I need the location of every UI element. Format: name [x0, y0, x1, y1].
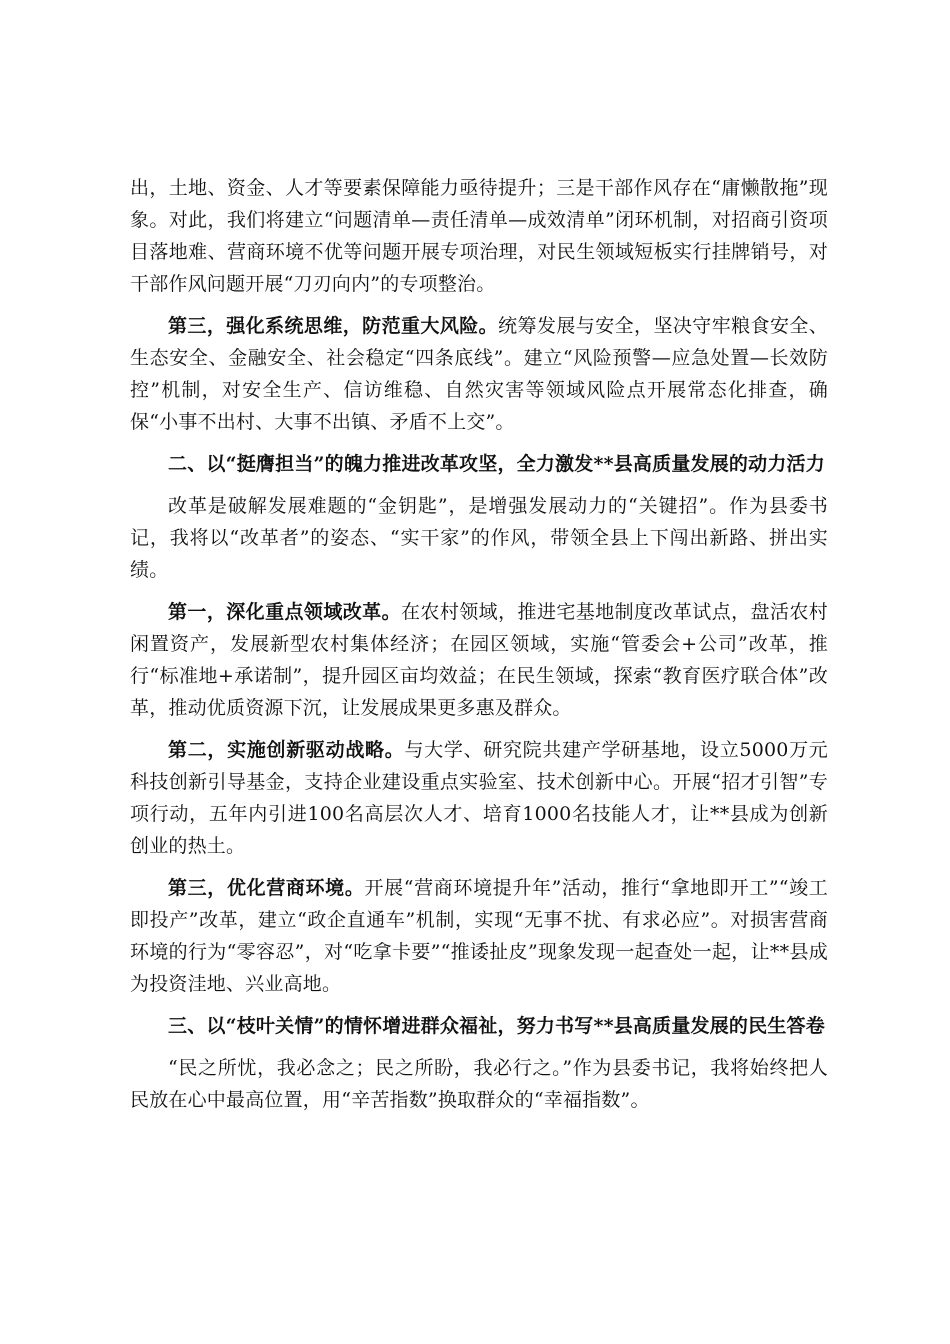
paragraph-text: 出，土地、资金、人才等要素保障能力亟待提升；三是干部作风存在“庸懒散拖”现象。对此，我们将建立“问题清单—责任清单—成效清单”闭环机制，对招商引资项目落地难、营商环境不优等问题开展专项治理，对民生领域短板实行挂牌销号，对干部作风问题开展“刀刃向内”的专项整治。 [130, 177, 828, 295]
paragraph-key-reform [130, 596, 828, 724]
paragraph-lead: 第一，深化重点领域改革。 [168, 601, 402, 623]
paragraph-innovation [130, 734, 828, 862]
paragraph-lead: 第三，强化系统思维，防范重大风险。 [168, 315, 499, 337]
paragraph-business-environment [130, 872, 828, 1000]
paragraph-text: 改革是破解发展难题的“金钥匙”，是增强发展动力的“关键招”。作为县委书记，我将以“改革者”的姿态、“实干家”的作风，带领全县上下闯出新路、拼出实绩。 [130, 495, 828, 581]
paragraph-lead: 第二，实施创新驱动战略。 [168, 739, 405, 761]
paragraph-reform-intro [130, 490, 828, 586]
paragraph-welfare-intro [130, 1052, 828, 1116]
paragraph-text: 与大学、研究院共建产学研基地，设立5000万元科技创新引导基金，支持企业建设重点实验室、技术创新中心。开展“招才引智”专项行动，五年内引进100名高层次人才、培育1000名技能人才，让**县成为创新创业的热土。 [130, 739, 828, 857]
paragraph-text: “民之所忧，我必念之；民之所盼，我必行之。”作为县委书记，我将始终把人民放在心中最高位置，用“辛苦指数”换取群众的“幸福指数”。 [130, 1057, 828, 1111]
paragraph-text: 在农村领域，推进宅基地制度改革试点，盘活农村闲置资产，发展新型农村集体经济；在园区领域，实施“管委会+公司”改革，推行“标准地+承诺制”，提升园区亩均效益；在民生领域，探索“教育医疗联合体”改革，推动优质资源下沉，让发展成果更多惠及群众。 [130, 601, 828, 719]
paragraph-text: 开展“营商环境提升年”活动，推行“拿地即开工”“竣工即投产”改革，建立“政企直通车”机制，实现“无事不扰、有求必应”。对损害营商环境的行为“零容忍”，对“吃拿卡要”“推诿扯皮”现象发现一起查处一起，让**县成为投资洼地、兴业高地。 [130, 877, 828, 995]
paragraph-risk-prevention [130, 310, 828, 438]
section-heading-welfare: 三、以“枝叶关情”的情怀增进群众福祉，努力书写**县高质量发展的民生答卷 [168, 1015, 825, 1037]
paragraph-lead: 第三，优化营商环境。 [168, 877, 365, 899]
paragraph-continuation [130, 172, 828, 300]
paragraph-text: 统筹发展与安全，坚决守牢粮食安全、生态安全、金融安全、社会稳定“四条底线”。建立“风险预警—应急处置—长效防控”机制，对安全生产、信访维稳、自然灾害等领域风险点开展常态化排查，确保“小事不出村、大事不出镇、矛盾不上交”。 [130, 315, 828, 433]
section-heading-reform: 二、以“挺膺担当”的魄力推进改革攻坚，全力激发**县高质量发展的动力活力 [168, 453, 825, 475]
